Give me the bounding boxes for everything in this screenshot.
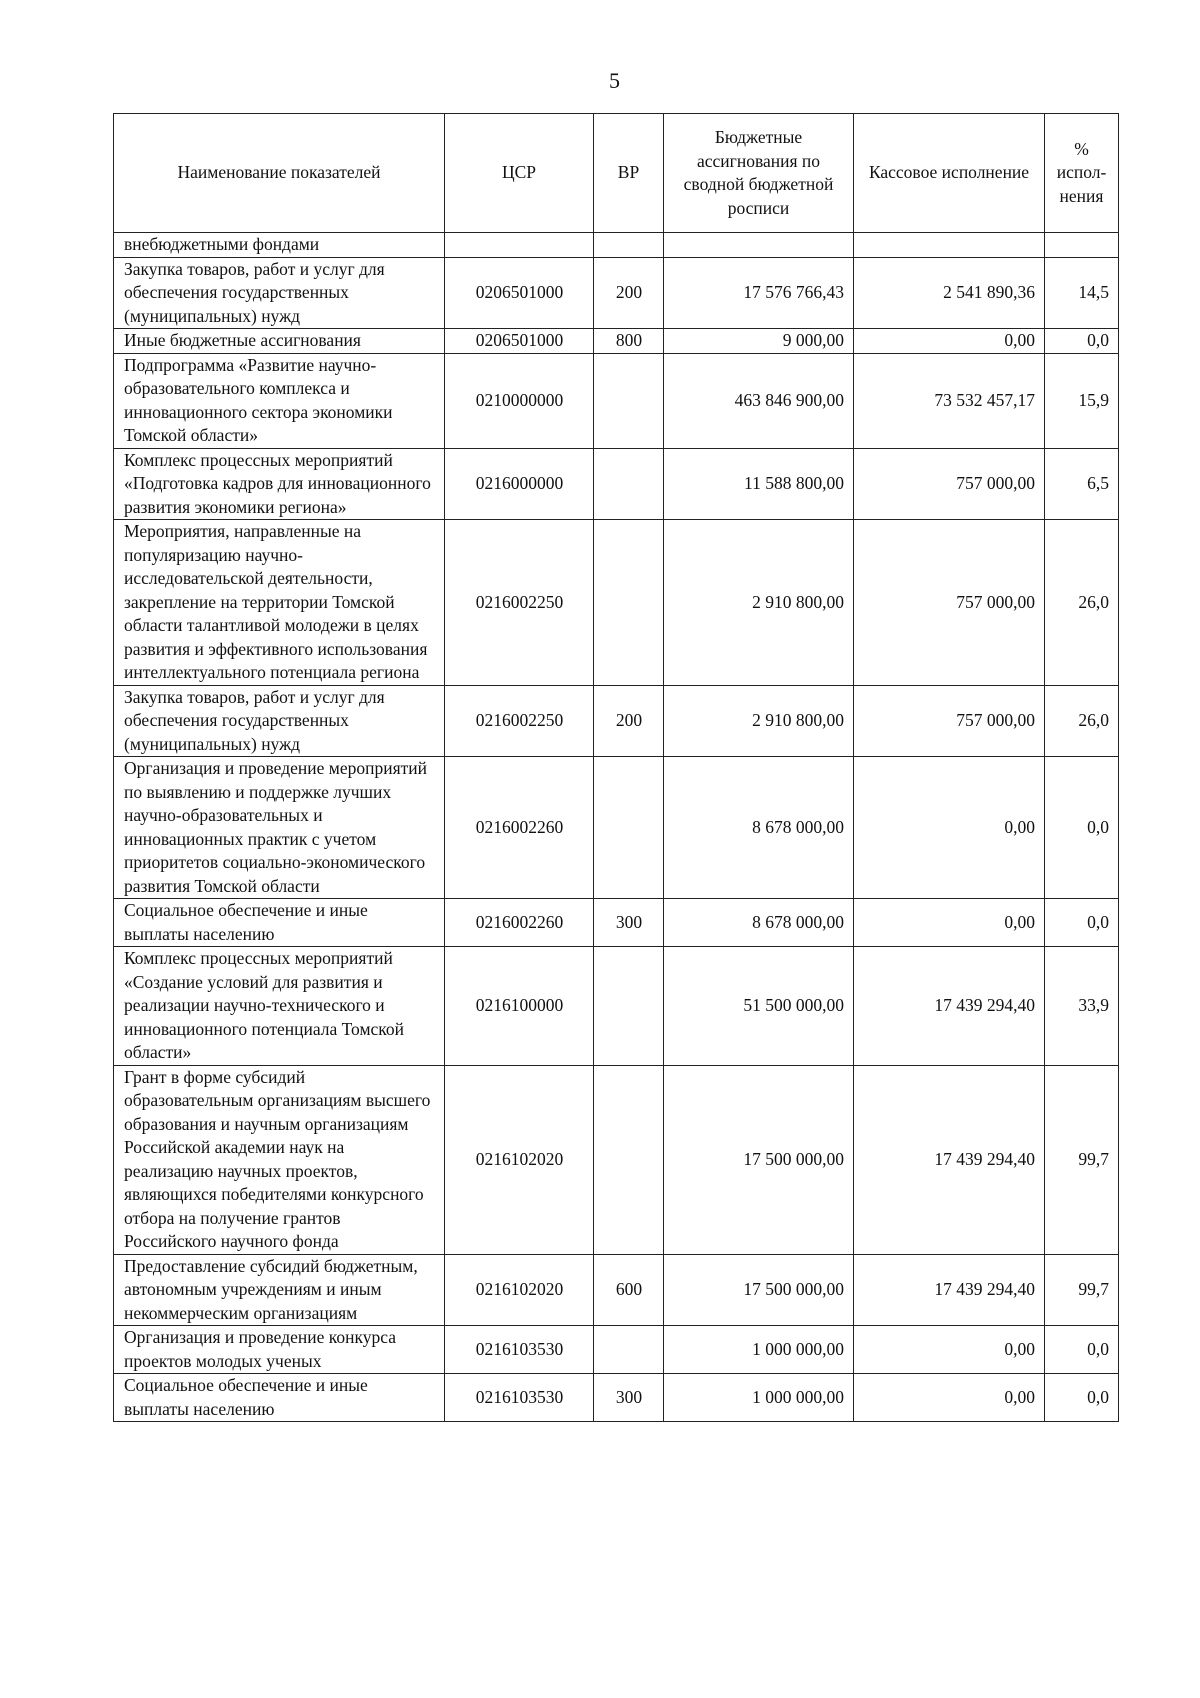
table-row <box>114 947 1119 1066</box>
budget-execution-table <box>113 113 1119 1422</box>
row-cash: 17 439 294,40 <box>854 1254 1045 1326</box>
row-csr: 0216102020 <box>445 1254 594 1326</box>
row-vr <box>594 757 664 899</box>
row-csr: 0216002260 <box>445 757 594 899</box>
row-pct: 33,9 <box>1045 947 1119 1066</box>
table-row <box>114 257 1119 329</box>
table-row <box>114 899 1119 947</box>
row-cash: 0,00 <box>854 757 1045 899</box>
row-csr: 0206501000 <box>445 257 594 329</box>
row-name: Подпрограмма «Развитие научно-образовательного комплекса и инновационного сектора экономики Томской области» <box>114 353 445 448</box>
row-csr <box>445 233 594 258</box>
table-row <box>114 1374 1119 1422</box>
row-name: Закупка товаров, работ и услуг для обеспечения государственных (муниципальных) нужд <box>114 257 445 329</box>
row-plan: 17 500 000,00 <box>664 1065 854 1254</box>
row-pct: 6,5 <box>1045 448 1119 520</box>
row-cash: 2 541 890,36 <box>854 257 1045 329</box>
row-plan: 9 000,00 <box>664 329 854 354</box>
row-pct <box>1045 233 1119 258</box>
row-name: Мероприятия, направленные на популяризацию научно-исследовательской деятельности, закрепление на территории Томской области талантливой молодежи в целях развития и эффективного использования интеллектуального потенциала региона <box>114 520 445 686</box>
row-pct: 26,0 <box>1045 685 1119 757</box>
row-vr <box>594 353 664 448</box>
table-row <box>114 353 1119 448</box>
row-vr <box>594 947 664 1066</box>
row-plan: 2 910 800,00 <box>664 520 854 686</box>
row-name: Социальное обеспечение и иные выплаты населению <box>114 899 445 947</box>
row-plan <box>664 233 854 258</box>
row-pct: 0,0 <box>1045 757 1119 899</box>
row-csr: 0210000000 <box>445 353 594 448</box>
table-row <box>114 233 1119 258</box>
row-csr: 0206501000 <box>445 329 594 354</box>
row-plan: 51 500 000,00 <box>664 947 854 1066</box>
header-cash: Кассовое исполнение <box>854 114 1045 233</box>
row-cash: 0,00 <box>854 1326 1045 1374</box>
row-vr: 200 <box>594 685 664 757</box>
row-name: Иные бюджетные ассигнования <box>114 329 445 354</box>
row-plan: 1 000 000,00 <box>664 1326 854 1374</box>
row-name: Грант в форме субсидий образовательным организациям высшего образования и научным организациям Российской академии наук на реализацию научных проектов, являющихся победителями конкурсного отбора на получение грантов Российского научного фонда <box>114 1065 445 1254</box>
table-header-row <box>114 114 1119 233</box>
row-plan: 17 500 000,00 <box>664 1254 854 1326</box>
row-csr: 0216102020 <box>445 1065 594 1254</box>
row-pct: 0,0 <box>1045 1374 1119 1422</box>
table-row <box>114 1326 1119 1374</box>
row-pct: 0,0 <box>1045 1326 1119 1374</box>
row-csr: 0216103530 <box>445 1326 594 1374</box>
row-plan: 1 000 000,00 <box>664 1374 854 1422</box>
table-row <box>114 757 1119 899</box>
row-vr <box>594 448 664 520</box>
row-csr: 0216002260 <box>445 899 594 947</box>
row-cash: 17 439 294,40 <box>854 947 1045 1066</box>
row-cash: 73 532 457,17 <box>854 353 1045 448</box>
row-vr: 300 <box>594 1374 664 1422</box>
row-vr: 800 <box>594 329 664 354</box>
row-name: Предоставление субсидий бюджетным, автономным учреждениям и иным некоммерческим организациям <box>114 1254 445 1326</box>
row-pct: 15,9 <box>1045 353 1119 448</box>
row-csr: 0216103530 <box>445 1374 594 1422</box>
row-pct: 0,0 <box>1045 899 1119 947</box>
header-name: Наименование показателей <box>114 114 445 233</box>
row-plan: 463 846 900,00 <box>664 353 854 448</box>
row-cash: 757 000,00 <box>854 448 1045 520</box>
row-plan: 8 678 000,00 <box>664 757 854 899</box>
row-csr: 0216002250 <box>445 520 594 686</box>
row-vr <box>594 1065 664 1254</box>
row-name: Организация и проведение конкурса проектов молодых ученых <box>114 1326 445 1374</box>
row-vr: 200 <box>594 257 664 329</box>
table-row <box>114 1065 1119 1254</box>
row-cash: 0,00 <box>854 1374 1045 1422</box>
row-vr <box>594 520 664 686</box>
row-pct: 99,7 <box>1045 1065 1119 1254</box>
row-plan: 11 588 800,00 <box>664 448 854 520</box>
header-vr: ВР <box>594 114 664 233</box>
table-row <box>114 520 1119 686</box>
row-plan: 17 576 766,43 <box>664 257 854 329</box>
row-vr: 300 <box>594 899 664 947</box>
row-name: Социальное обеспечение и иные выплаты населению <box>114 1374 445 1422</box>
row-vr <box>594 233 664 258</box>
row-name: внебюджетными фондами <box>114 233 445 258</box>
row-pct: 14,5 <box>1045 257 1119 329</box>
row-cash: 757 000,00 <box>854 685 1045 757</box>
row-cash <box>854 233 1045 258</box>
table-row <box>114 1254 1119 1326</box>
row-pct: 0,0 <box>1045 329 1119 354</box>
row-plan: 8 678 000,00 <box>664 899 854 947</box>
row-csr: 0216002250 <box>445 685 594 757</box>
row-cash: 757 000,00 <box>854 520 1045 686</box>
table-row <box>114 448 1119 520</box>
row-plan: 2 910 800,00 <box>664 685 854 757</box>
row-vr: 600 <box>594 1254 664 1326</box>
header-pct: % испол-нения <box>1045 114 1119 233</box>
row-vr <box>594 1326 664 1374</box>
row-name: Комплекс процессных мероприятий «Подготовка кадров для инновационного развития экономики региона» <box>114 448 445 520</box>
row-pct: 99,7 <box>1045 1254 1119 1326</box>
table-row <box>114 329 1119 354</box>
row-cash: 0,00 <box>854 899 1045 947</box>
page-number: 5 <box>609 68 620 93</box>
row-cash: 17 439 294,40 <box>854 1065 1045 1254</box>
row-name: Закупка товаров, работ и услуг для обеспечения государственных (муниципальных) нужд <box>114 685 445 757</box>
row-pct: 26,0 <box>1045 520 1119 686</box>
row-name: Организация и проведение мероприятий по выявлению и поддержке лучших научно-образовательных и инновационных практик с учетом приоритетов социально-экономического развития Томской области <box>114 757 445 899</box>
header-plan: Бюджетные ассигнования по сводной бюджетной росписи <box>664 114 854 233</box>
row-csr: 0216100000 <box>445 947 594 1066</box>
row-csr: 0216000000 <box>445 448 594 520</box>
header-csr: ЦСР <box>445 114 594 233</box>
row-cash: 0,00 <box>854 329 1045 354</box>
row-name: Комплекс процессных мероприятий «Создание условий для развития и реализации научно-технического и инновационного потенциала Томской области» <box>114 947 445 1066</box>
table-row <box>114 685 1119 757</box>
